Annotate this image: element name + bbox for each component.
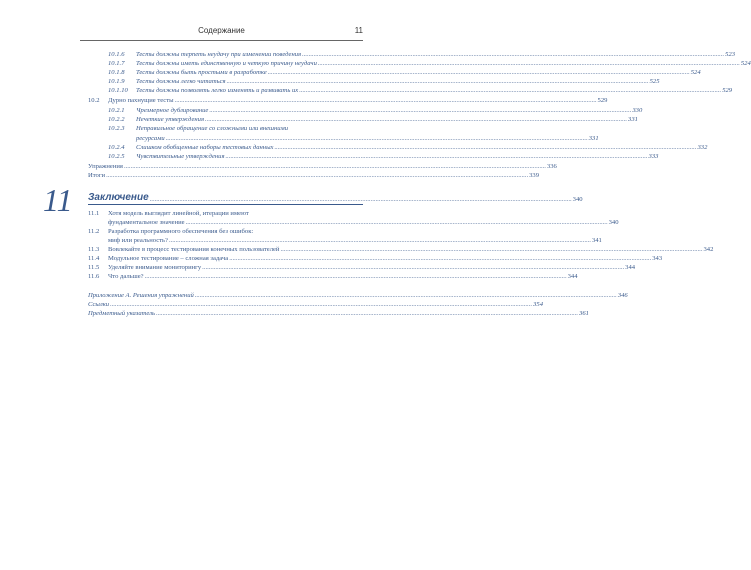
toc-exercises[interactable]	[88, 163, 557, 171]
entry-number: 10.1.9	[108, 78, 125, 85]
references-page: 354	[533, 301, 543, 308]
summary-title: Итоги	[88, 172, 106, 179]
entry-number: 10.1.6	[108, 51, 125, 58]
toc-section-continuation[interactable]	[108, 237, 602, 245]
toc-references[interactable]	[88, 301, 543, 309]
section-title: Вовлекайте в процесс тестирования конечных пользователей	[108, 246, 280, 253]
entry-page: 331	[588, 135, 599, 142]
entry-title: Тесты должны терпеть неудачу при изменении поведения	[136, 51, 302, 58]
entry-title: Неправильное обращение со сложными или внешними	[136, 125, 289, 132]
toc-entry[interactable]	[108, 51, 736, 59]
entry-page: 524	[740, 60, 751, 67]
dot-leader	[186, 219, 608, 227]
section-number: 11.6	[88, 273, 100, 280]
dot-leader	[318, 60, 740, 68]
toc-entry[interactable]	[108, 153, 659, 161]
dot-leader	[166, 135, 588, 143]
dot-leader	[202, 264, 624, 272]
section-title: Уделяйте внимание мониторингу	[108, 264, 202, 271]
toc-section[interactable]	[88, 97, 608, 105]
entry-title: Тесты должны позволять легко изменять и развивать их	[136, 87, 299, 94]
chapter-number: 11	[43, 182, 73, 218]
dot-leader	[169, 237, 591, 245]
dot-leader	[274, 144, 696, 152]
dot-leader	[124, 163, 546, 171]
dot-leader	[145, 273, 567, 281]
toc-section-continuation[interactable]	[108, 219, 619, 227]
entry-title: Чрезмерное дублирование	[136, 107, 209, 114]
header-page-number: 11	[354, 26, 363, 35]
section-title: Модульное тестирование – сложная задача	[108, 255, 229, 262]
chapter-divider	[88, 204, 363, 205]
toc-summary[interactable]	[88, 172, 539, 180]
toc-entry[interactable]	[108, 60, 751, 68]
entry-title-continued: ресурсами	[136, 135, 165, 142]
dot-leader	[226, 153, 648, 161]
toc-entry-first-line[interactable]	[108, 125, 363, 133]
section-page: 344	[567, 273, 578, 280]
dot-leader	[175, 97, 597, 105]
toc-entry-continuation[interactable]	[136, 135, 599, 143]
section-title-continued: фундаментальное значение	[108, 219, 185, 226]
dot-leader	[156, 310, 578, 318]
dot-leader	[205, 116, 627, 124]
section-title-continued: миф или реальность?	[108, 237, 168, 244]
header-title: Содержание	[198, 26, 245, 35]
section-title: Разработка программного обеспечения без ошибок:	[108, 228, 254, 235]
references-title: Ссылки	[88, 301, 110, 308]
entry-page: 524	[690, 69, 701, 76]
entry-number: 10.1.8	[108, 69, 125, 76]
toc-section[interactable]	[88, 246, 714, 254]
appendix-title: Приложение А. Решения упражнений	[88, 292, 194, 299]
section-page: 529	[597, 97, 608, 104]
section-number: 11.2	[88, 228, 100, 235]
toc-section[interactable]	[88, 255, 663, 263]
toc-entry[interactable]	[108, 144, 708, 152]
toc-entry[interactable]	[108, 69, 701, 77]
entry-page: 525	[649, 78, 660, 85]
toc-section[interactable]	[88, 273, 578, 281]
toc-section[interactable]	[88, 264, 636, 272]
section-title: Дурно пахнущие тесты	[108, 97, 174, 104]
dot-leader	[110, 301, 532, 309]
section-title: Что дальше?	[108, 273, 144, 280]
entry-number: 10.2.3	[108, 125, 125, 132]
entry-title: Тесты должны легко читаться	[136, 78, 226, 85]
exercises-page: 336	[546, 163, 557, 170]
entry-number: 10.2.5	[108, 153, 125, 160]
dot-leader	[299, 87, 721, 95]
toc-entry[interactable]	[108, 107, 643, 115]
toc-entry[interactable]	[108, 87, 733, 95]
entry-number: 10.1.10	[108, 87, 128, 94]
entry-title: Нечеткие утверждения	[136, 116, 205, 123]
entry-title: Тесты должны быть простыми в разработке	[136, 69, 267, 76]
toc-entry[interactable]	[108, 78, 660, 86]
section-number: 10.2	[88, 97, 100, 104]
section-page: 340	[608, 219, 619, 226]
entry-number: 10.2.4	[108, 144, 125, 151]
section-title: Хотя модель выглядит линейной, итерации имеют	[108, 210, 249, 217]
entry-page: 332	[697, 144, 708, 151]
entry-page: 523	[725, 51, 736, 58]
entry-page: 333	[648, 153, 659, 160]
section-number: 11.4	[88, 255, 100, 262]
index-title: Предметный указатель	[88, 310, 156, 317]
appendix-page: 346	[617, 292, 628, 299]
dot-leader	[268, 69, 690, 77]
toc-appendix[interactable]	[88, 292, 628, 300]
summary-page: 339	[529, 172, 539, 179]
chapter-title: Заключение	[88, 192, 149, 203]
section-page: 343	[652, 255, 663, 262]
entry-title: Тесты должны иметь единственную и четкую причину неудачи	[136, 60, 317, 67]
dot-leader	[302, 51, 724, 59]
toc-section-first-line[interactable]	[88, 210, 363, 218]
dot-leader	[195, 292, 617, 300]
dot-leader	[227, 78, 649, 86]
section-number: 11.5	[88, 264, 100, 271]
entry-title: Чувствительные утверждения	[136, 153, 225, 160]
chapter-page: 340	[572, 196, 583, 203]
entry-page: 331	[628, 116, 638, 123]
section-page: 342	[703, 246, 714, 253]
index-page: 361	[579, 310, 589, 317]
section-page: 341	[591, 237, 602, 244]
section-number: 11.3	[88, 246, 100, 253]
entry-page: 330	[632, 107, 643, 114]
dot-leader	[106, 172, 528, 180]
toc-chapter[interactable]	[88, 192, 583, 204]
toc-entry[interactable]	[108, 116, 638, 124]
dot-leader	[150, 196, 572, 204]
dot-leader	[280, 246, 702, 254]
entry-number: 10.2.2	[108, 116, 125, 123]
section-page: 344	[625, 264, 636, 271]
entry-title: Слишком обобщенные наборы тестовых данных	[136, 144, 274, 151]
section-number: 11.1	[88, 210, 100, 217]
running-header	[80, 26, 363, 41]
toc-section-first-line[interactable]	[88, 228, 363, 236]
exercises-title: Упражнения	[88, 163, 123, 170]
dot-leader	[229, 255, 651, 263]
toc-index[interactable]	[88, 310, 589, 318]
entry-number: 10.1.7	[108, 60, 125, 67]
dot-leader	[209, 107, 631, 115]
entry-page: 529	[722, 87, 733, 94]
entry-number: 10.2.1	[108, 107, 125, 114]
